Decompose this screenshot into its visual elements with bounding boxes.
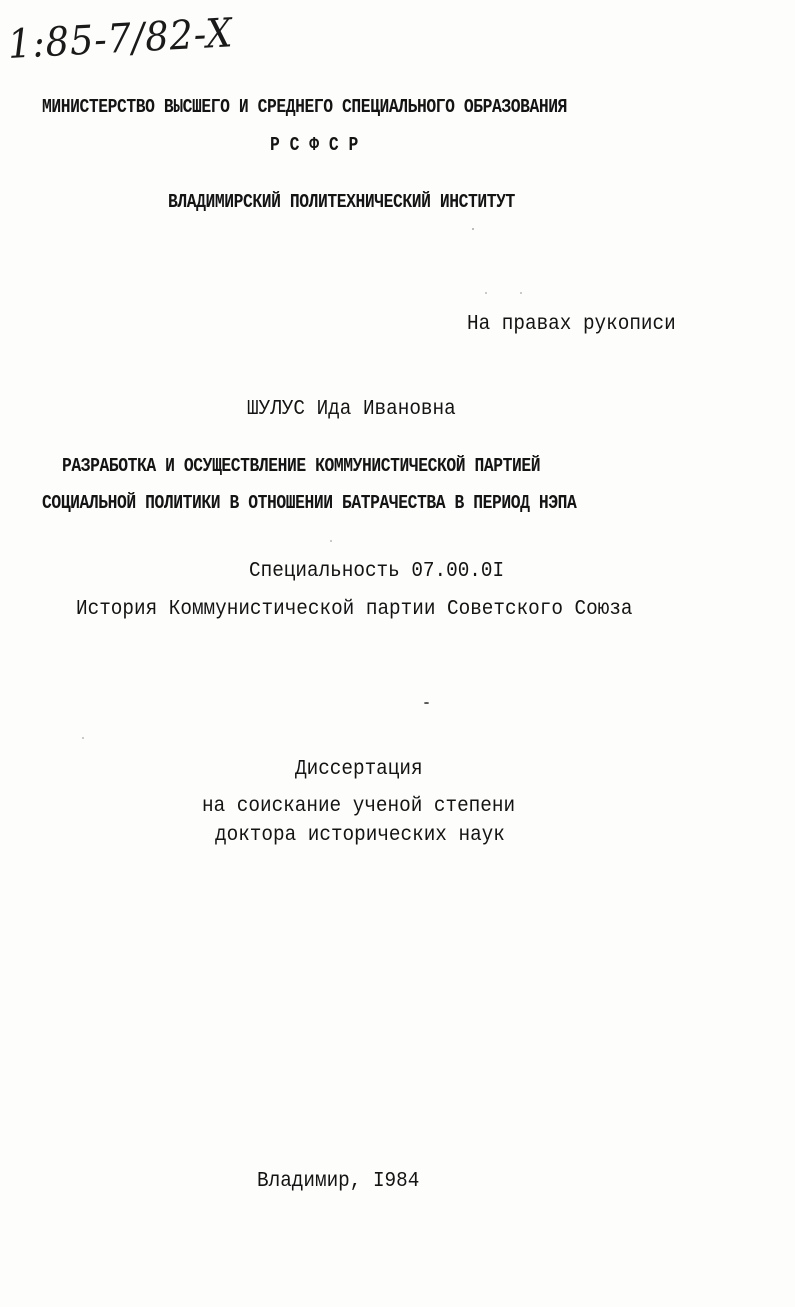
author-name: ШУЛУС Ида Ивановна: [247, 398, 456, 421]
dissertation-label: Диссертация: [295, 758, 423, 781]
paper-speck: [424, 702, 429, 704]
republic-heading: Р С Ф С Р: [270, 134, 359, 156]
institute-heading: ВЛАДИМИРСКИЙ ПОЛИТЕХНИЧЕСКИЙ ИНСТИТУТ: [168, 191, 515, 213]
handwritten-archive-number: 1:85-7/82-X: [6, 10, 235, 68]
paper-speck: [82, 737, 84, 739]
ministry-heading: МИНИСТЕРСТВО ВЫСШЕГО И СРЕДНЕГО СПЕЦИАЛЬНОГО ОБРАЗОВАНИЯ: [42, 96, 568, 118]
paper-speck: [485, 292, 487, 294]
paper-speck: [472, 228, 474, 230]
specialty-code: Специальность 07.00.0I: [249, 560, 505, 583]
city-year: Владимир, I984: [257, 1170, 420, 1193]
title-line-1: РАЗРАБОТКА И ОСУЩЕСТВЛЕНИЕ КОММУНИСТИЧЕСКОЙ ПАРТИЕЙ: [62, 455, 541, 477]
specialty-name: История Коммунистической партии Советского Союза: [76, 598, 633, 621]
paper-speck: [520, 292, 522, 294]
manuscript-rights-note: На правах рукописи: [467, 313, 676, 336]
title-line-2: СОЦИАЛЬНОЙ ПОЛИТИКИ В ОТНОШЕНИИ БАТРАЧЕСТВА В ПЕРИОД НЭПА: [42, 492, 577, 514]
paper-speck: [330, 540, 332, 542]
doctor-degree-line: доктора исторических наук: [215, 824, 505, 847]
degree-line: на соискание ученой степени: [202, 795, 516, 818]
